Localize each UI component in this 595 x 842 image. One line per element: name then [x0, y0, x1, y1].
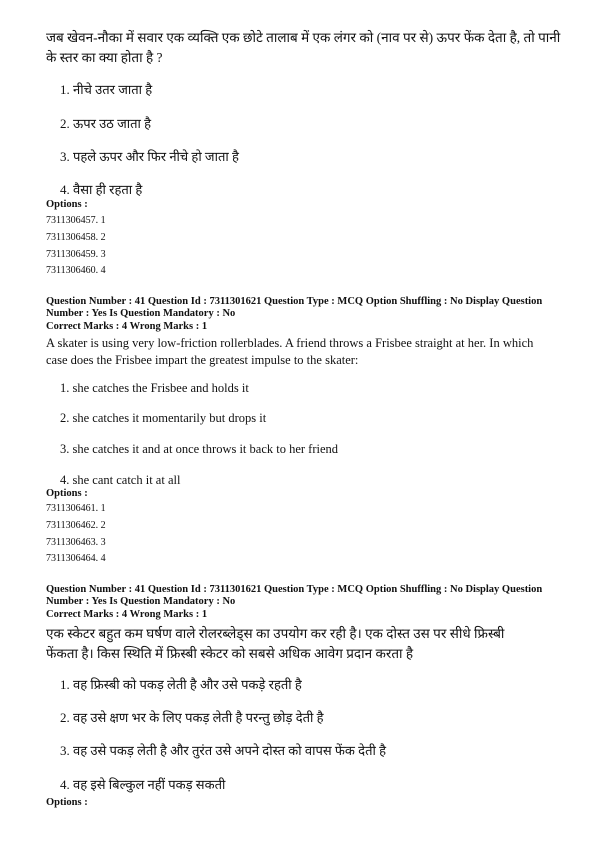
marks-line: Correct Marks : 4 Wrong Marks : 1 — [46, 321, 208, 332]
option-3: 3. वह उसे पकड़ लेती है और तुरंत उसे अपने दोस्त को वापस फेंक देती है — [60, 743, 387, 758]
question-meta-line: Number : Yes Is Question Mandatory : No — [46, 308, 236, 319]
option-4: 4. she cant catch it at all — [60, 473, 181, 487]
option-id: 7311306463. 3 — [46, 537, 106, 548]
option-1: 1. she catches the Frisbee and holds it — [60, 381, 249, 395]
option-1: 1. नीचे उतर जाता है — [60, 82, 153, 97]
option-id: 7311306462. 2 — [46, 520, 106, 531]
option-id: 7311306461. 1 — [46, 503, 106, 514]
option-id: 7311306458. 2 — [46, 232, 106, 243]
option-1: 1. वह फ्रिस्बी को पकड़ लेती है और उसे पकड़े रहती है — [60, 677, 302, 692]
marks-line: Correct Marks : 4 Wrong Marks : 1 — [46, 609, 208, 620]
question-meta-line: Question Number : 41 Question Id : 7311301621 Question Type : MCQ Option Shuffling : No Display Question — [46, 584, 543, 595]
options-label: Options : — [46, 199, 88, 210]
options-label: Options : — [46, 797, 88, 808]
options-label: Options : — [46, 488, 88, 499]
question-meta-line: Question Number : 41 Question Id : 7311301621 Question Type : MCQ Option Shuffling : No Display Question — [46, 296, 543, 307]
question-meta-line: Number : Yes Is Question Mandatory : No — [46, 596, 236, 607]
option-2: 2. वह उसे क्षण भर के लिए पकड़ लेती है परन्तु छोड़ देती है — [60, 710, 324, 725]
option-id: 7311306460. 4 — [46, 265, 106, 276]
option-id: 7311306457. 1 — [46, 215, 106, 226]
option-4: 4. वह इसे बिल्कुल नहीं पकड़ सकती — [60, 777, 226, 792]
question-text-line: एक स्केटर बहुत कम घर्षण वाले रोलरब्लेड्स का उपयोग कर रही है। एक दोस्त उस पर सीधे फ्रिस्बी — [46, 626, 505, 641]
option-3: 3. she catches it and at once throws it back to her friend — [60, 442, 339, 456]
option-4: 4. वैसा ही रहता है — [60, 182, 143, 197]
option-2: 2. she catches it momentarily but drops it — [60, 411, 267, 425]
option-id: 7311306459. 3 — [46, 249, 106, 260]
option-3: 3. पहले ऊपर और फिर नीचे हो जाता है — [60, 149, 239, 164]
option-2: 2. ऊपर उठ जाता है — [60, 116, 152, 131]
option-id: 7311306464. 4 — [46, 553, 106, 564]
question-text-line: case does the Frisbee impart the greatest impulse to the skater: — [46, 353, 359, 367]
question-text-line: A skater is using very low-friction rollerblades. A friend throws a Frisbee straight at her. In which — [46, 336, 534, 350]
question-text-line: फेंकता है। किस स्थिति में फ्रिस्बी स्केटर को सबसे अधिक आवेग प्रदान करता है — [46, 646, 414, 661]
question-text-hindi-1: जब खेवन-नौका में सवार एक व्यक्ति एक छोटे तालाब में एक लंगर को (नाव पर से) ऊपर फेंक देता है, तो पानी के स्तर का क्या होता है ? — [46, 30, 561, 65]
